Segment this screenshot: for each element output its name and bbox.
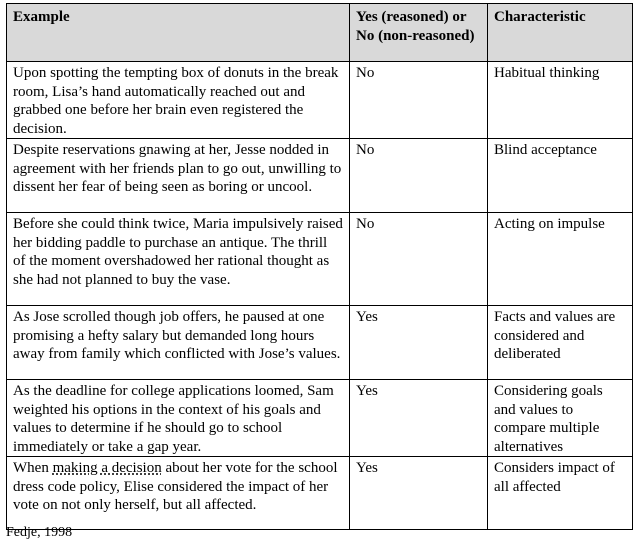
- characteristic-cell: Blind acceptance: [488, 139, 633, 213]
- header-example: Example: [7, 4, 350, 62]
- table-header-row: [7, 4, 633, 62]
- example-cell: [7, 62, 350, 139]
- reasoned-cell: No: [350, 62, 488, 139]
- example-underlined-phrase: making a decision: [52, 460, 162, 476]
- reasoning-examples-table: [6, 3, 633, 530]
- reasoned-cell: No: [350, 213, 488, 306]
- example-cell: [7, 306, 350, 380]
- reasoned-cell: Yes: [350, 457, 488, 530]
- example-cell: [7, 213, 350, 306]
- table-row: [7, 457, 633, 530]
- example-cell: [7, 139, 350, 213]
- example-cell: [7, 380, 350, 457]
- reasoned-cell: No: [350, 139, 488, 213]
- header-reasoned: Yes (reasoned) or No (non-reasoned): [350, 4, 488, 62]
- reasoned-cell: Yes: [350, 306, 488, 380]
- characteristic-cell: Considering goals and values to compare multiple alternatives: [488, 380, 633, 457]
- example-cell: [7, 457, 350, 530]
- header-characteristic: Characteristic: [488, 4, 633, 62]
- table-row: [7, 139, 633, 213]
- table-row: [7, 62, 633, 139]
- table-row: [7, 306, 633, 380]
- example-text: As Jose scrolled though job offers, he paused at one promising a hefty salary but demanded long hours away from family which conflicted with Jose’s values.: [13, 309, 341, 362]
- characteristic-cell: Facts and values are considered and deliberated: [488, 306, 633, 380]
- example-text: Despite reservations gnawing at her, Jesse nodded in agreement with her friends plan to go out, unwilling to dissent her fear of being seen as boring or uncool.: [13, 142, 342, 195]
- source-caption: Fedje, 1998: [6, 525, 73, 540]
- example-suffix: about her vote for the school dress code policy, Elise considered the impact of her vote on not only herself, but all affected.: [13, 460, 338, 513]
- example-text: As the deadline for college applications loomed, Sam weighted his options in the context of his goals and values to determine if he should go to school immediately or take a gap year.: [13, 383, 334, 455]
- example-text: Before she could think twice, Maria impulsively raised her bidding paddle to purchase an antique. The thrill of the moment overshadowed her rational thought as she had not planned to buy the vase.: [13, 216, 343, 288]
- characteristic-cell: Considers impact of all affected: [488, 457, 633, 530]
- reasoned-cell: Yes: [350, 380, 488, 457]
- example-text: [13, 459, 343, 515]
- characteristic-cell: Acting on impulse: [488, 213, 633, 306]
- example-text: Upon spotting the tempting box of donuts in the break room, Lisa’s hand automatically reached out and grabbed one before her brain even registered the decision.: [13, 65, 339, 137]
- example-prefix: When: [13, 460, 53, 476]
- table-row: [7, 213, 633, 306]
- table-row: [7, 380, 633, 457]
- characteristic-cell: Habitual thinking: [488, 62, 633, 139]
